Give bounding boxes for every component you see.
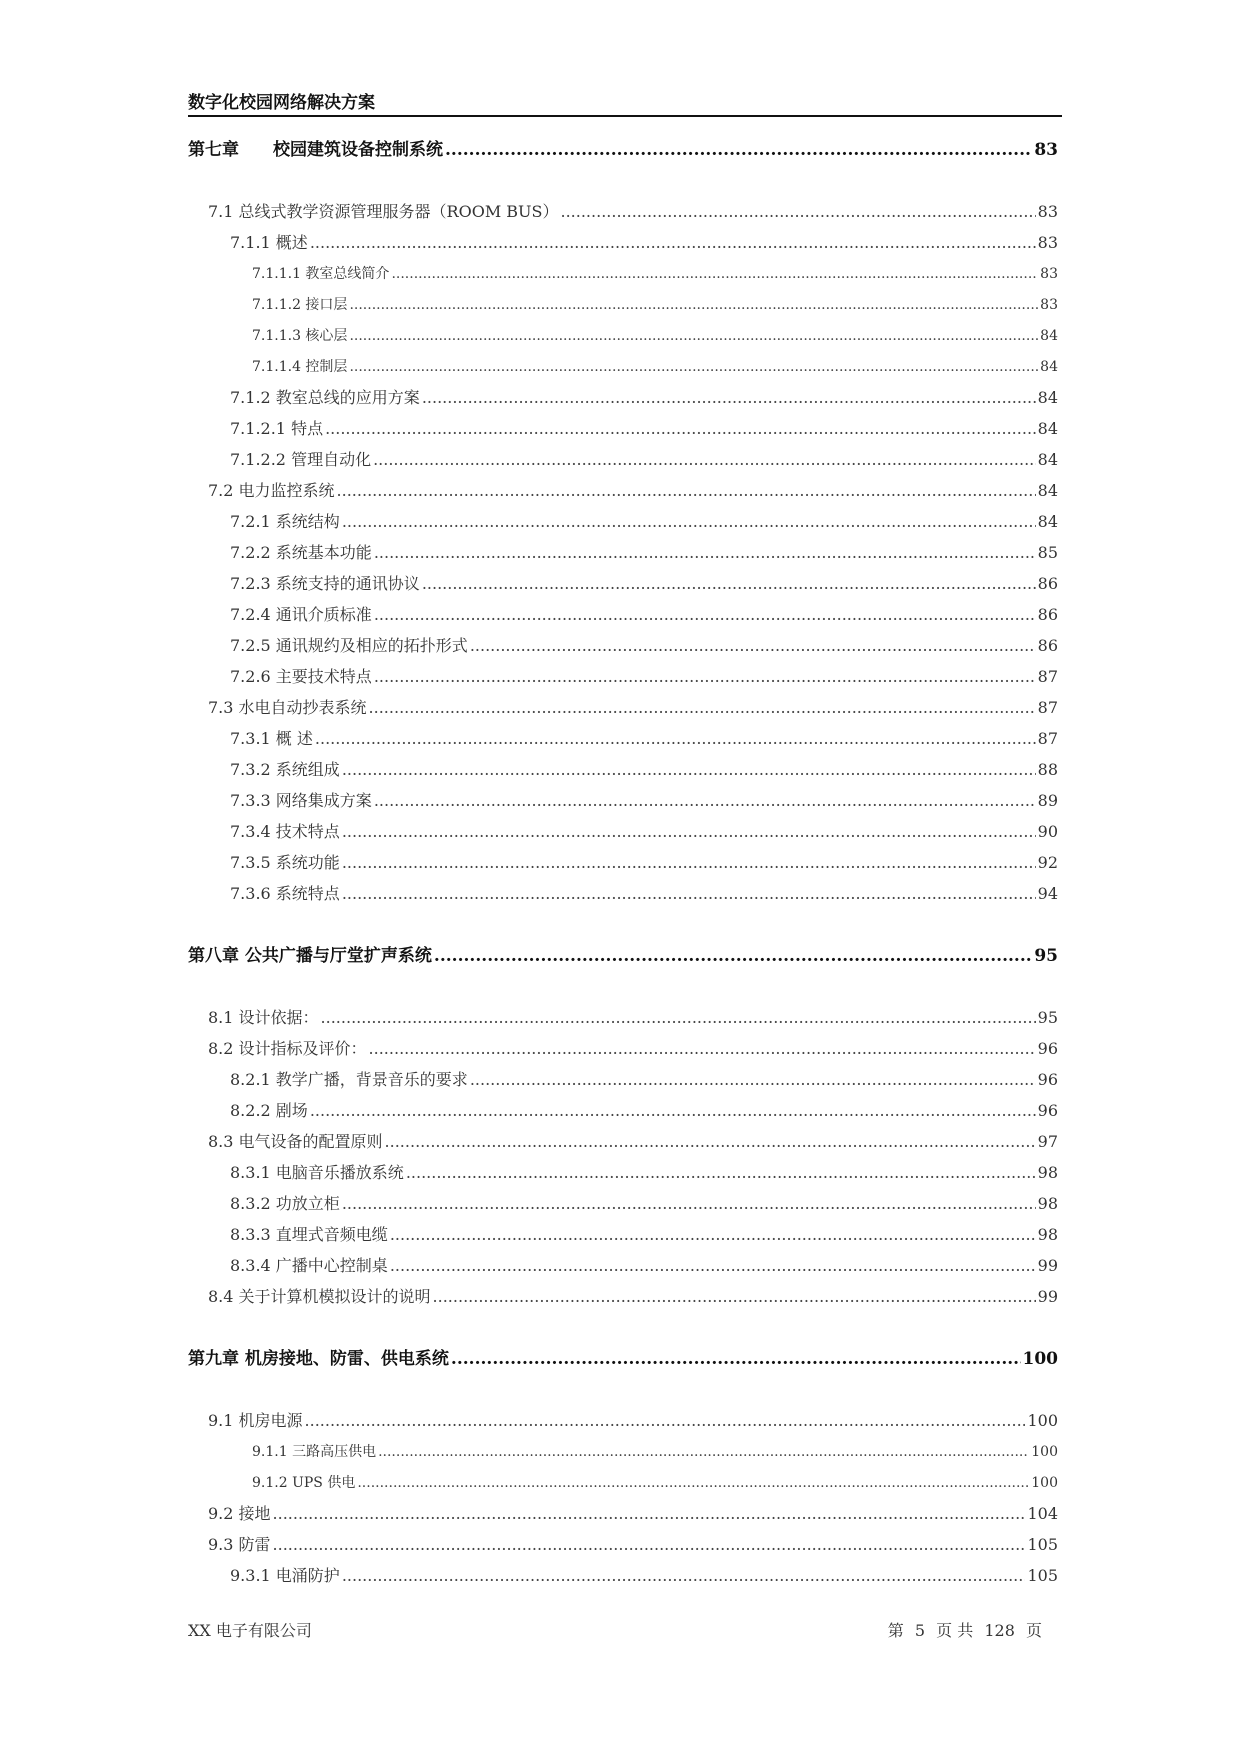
toc-dot-leader	[391, 261, 1038, 287]
toc-entry[interactable]	[208, 1005, 1058, 1031]
toc-entry[interactable]	[208, 1501, 1058, 1527]
toc-entry-title: 9.1.2 UPS 供电	[252, 1475, 356, 1491]
footer-page-number	[885, 1618, 1045, 1641]
toc-entry-title: 第八章 公共广播与厅堂扩声系统	[188, 946, 432, 966]
toc-entry[interactable]	[230, 664, 1058, 690]
toc-entry-title: 7.2.1 系统结构	[230, 512, 340, 531]
toc-entry-title: 8.3.4 广播中心控制桌	[230, 1256, 388, 1275]
toc-dot-leader	[349, 292, 1038, 318]
toc-entry-title: 7.1 总线式教学资源管理服务器（ROOM BUS）	[208, 202, 559, 221]
toc-entry[interactable]	[230, 1191, 1058, 1217]
toc-dot-leader	[385, 1129, 1036, 1155]
toc-entry-page: 96	[1037, 1070, 1058, 1089]
toc-dot-leader	[390, 1222, 1036, 1248]
toc-dot-leader	[342, 509, 1036, 535]
toc-entry[interactable]	[188, 943, 1058, 969]
footer-page-prefix: 第	[887, 1621, 904, 1640]
toc-dot-leader	[445, 137, 1032, 163]
toc-entry[interactable]	[208, 1532, 1058, 1558]
toc-dot-leader	[422, 385, 1036, 411]
toc-entry[interactable]	[252, 292, 1058, 318]
toc-entry[interactable]	[230, 571, 1058, 597]
footer-page-suffix: 页	[1025, 1621, 1042, 1640]
toc-dot-leader	[349, 354, 1038, 380]
toc-entry[interactable]	[230, 385, 1058, 411]
toc-dot-leader	[470, 1067, 1036, 1093]
toc-dot-leader	[342, 1191, 1036, 1217]
toc-dot-leader	[342, 757, 1036, 783]
toc-entry-title: 7.3.2 系统组成	[230, 760, 340, 779]
toc-dot-leader	[310, 230, 1036, 256]
toc-entry[interactable]	[230, 1067, 1058, 1093]
toc-entry-title: 7.1.2.1 特点	[230, 419, 324, 438]
toc-dot-leader	[273, 1501, 1026, 1527]
running-header: 数字化校园网络解决方案	[188, 93, 375, 113]
toc-dot-leader	[357, 1470, 1029, 1496]
toc-entry[interactable]	[230, 819, 1058, 845]
toc-entry-title: 第七章 校园建筑设备控制系统	[188, 140, 443, 160]
toc-entry-page: 96	[1037, 1101, 1058, 1120]
toc-entry[interactable]	[230, 757, 1058, 783]
toc-entry-page: 99	[1037, 1287, 1058, 1306]
toc-entry-title: 8.3.3 直埋式音频电缆	[230, 1225, 388, 1244]
toc-dot-leader	[374, 788, 1036, 814]
toc-entry[interactable]	[230, 602, 1058, 628]
toc-entry-title: 7.1.2 教室总线的应用方案	[230, 388, 420, 407]
toc-entry[interactable]	[208, 1284, 1058, 1310]
toc-entry[interactable]	[230, 633, 1058, 659]
toc-entry-page: 100	[1031, 1444, 1058, 1460]
toc-entry-page: 85	[1037, 543, 1058, 562]
toc-entry[interactable]	[252, 323, 1058, 349]
toc-entry-page: 98	[1037, 1194, 1058, 1213]
toc-entry-page: 95	[1034, 946, 1058, 966]
toc-entry-page: 84	[1037, 481, 1058, 500]
toc-entry-title: 7.1.1.4 控制层	[252, 359, 348, 375]
toc-entry-page: 84	[1037, 450, 1058, 469]
toc-dot-leader	[434, 943, 1032, 969]
toc-dot-leader	[342, 850, 1036, 876]
toc-entry[interactable]	[252, 1439, 1058, 1465]
toc-entry-page: 83	[1040, 297, 1058, 313]
toc-dot-leader	[325, 416, 1036, 442]
toc-entry-page: 83	[1037, 233, 1058, 252]
toc-entry-page: 86	[1037, 605, 1058, 624]
toc-entry[interactable]	[230, 540, 1058, 566]
toc-dot-leader	[321, 1005, 1036, 1031]
toc-entry[interactable]	[230, 416, 1058, 442]
toc-entry[interactable]	[230, 1253, 1058, 1279]
toc-entry-page: 90	[1037, 822, 1058, 841]
toc-entry-page: 92	[1037, 853, 1058, 872]
toc-entry-title: 7.3 水电自动抄表系统	[208, 698, 367, 717]
toc-entry-title: 8.1 设计依据：	[208, 1008, 319, 1027]
toc-entry-title: 8.2 设计指标及评价：	[208, 1039, 367, 1058]
toc-entry-page: 100	[1031, 1475, 1058, 1491]
toc-entry-title: 9.1.1 三路高压供电	[252, 1444, 377, 1460]
toc-entry-page: 84	[1037, 419, 1058, 438]
toc-dot-leader	[374, 540, 1036, 566]
toc-dot-leader	[342, 1563, 1026, 1589]
toc-entry-page: 104	[1027, 1504, 1058, 1523]
toc-dot-leader	[374, 664, 1036, 690]
toc-dot-leader	[342, 881, 1036, 907]
toc-entry[interactable]	[208, 199, 1058, 225]
toc-entry[interactable]	[230, 726, 1058, 752]
toc-entry-title: 8.2.2 剧场	[230, 1101, 308, 1120]
toc-dot-leader	[378, 1439, 1029, 1465]
toc-entry-page: 87	[1037, 729, 1058, 748]
toc-entry-page: 98	[1037, 1163, 1058, 1182]
toc-entry-page: 87	[1037, 698, 1058, 717]
toc-entry-page: 83	[1040, 266, 1058, 282]
toc-entry[interactable]	[230, 788, 1058, 814]
toc-entry[interactable]	[208, 1408, 1058, 1434]
toc-dot-leader	[422, 571, 1036, 597]
toc-dot-leader	[373, 447, 1036, 473]
toc-dot-leader	[470, 633, 1036, 659]
toc-entry-title: 7.2.2 系统基本功能	[230, 543, 372, 562]
footer-company: XX 电子有限公司	[188, 1621, 312, 1640]
toc-entry-title: 9.2 接地	[208, 1504, 271, 1523]
toc-dot-leader	[369, 1036, 1036, 1062]
toc-entry-title: 8.4 关于计算机模拟设计的说明	[208, 1287, 431, 1306]
toc-dot-leader	[305, 1408, 1026, 1434]
toc-entry[interactable]	[230, 509, 1058, 535]
toc-entry-page: 87	[1037, 667, 1058, 686]
toc-entry-page: 99	[1037, 1256, 1058, 1275]
toc-dot-leader	[310, 1098, 1036, 1124]
toc-entry-title: 9.1 机房电源	[208, 1411, 303, 1430]
toc-entry-title: 8.3.1 电脑音乐播放系统	[230, 1163, 404, 1182]
toc-entry-page: 95	[1037, 1008, 1058, 1027]
toc-dot-leader	[451, 1346, 1021, 1372]
toc-entry-title: 7.1.1.3 核心层	[252, 328, 348, 344]
toc-entry[interactable]	[230, 1098, 1058, 1124]
toc-entry-page: 100	[1027, 1411, 1058, 1430]
footer-page-mid: 页 共	[936, 1621, 974, 1640]
toc-dot-leader	[349, 323, 1038, 349]
toc-entry-title: 第九章 机房接地、防雷、供电系统	[188, 1349, 449, 1369]
toc-entry-title: 7.3.5 系统功能	[230, 853, 340, 872]
toc-entry-page: 84	[1040, 328, 1058, 344]
toc-entry-title: 7.3.4 技术特点	[230, 822, 340, 841]
toc-entry[interactable]	[252, 354, 1058, 380]
toc-entry-page: 97	[1037, 1132, 1058, 1151]
toc-entry[interactable]	[230, 230, 1058, 256]
toc-entry-title: 7.2.4 通讯介质标准	[230, 605, 372, 624]
toc-entry-page: 89	[1037, 791, 1058, 810]
toc-entry-page: 83	[1037, 202, 1058, 221]
toc-entry-page: 84	[1037, 388, 1058, 407]
toc-dot-leader	[374, 602, 1036, 628]
toc-entry-page: 83	[1034, 140, 1058, 160]
toc-entry[interactable]	[188, 137, 1058, 163]
toc-dot-leader	[406, 1160, 1036, 1186]
toc-entry-title: 7.3.6 系统特点	[230, 884, 340, 903]
toc-entry-page: 86	[1037, 636, 1058, 655]
toc-entry-page: 105	[1027, 1535, 1058, 1554]
toc-entry[interactable]	[230, 881, 1058, 907]
toc-entry-page: 86	[1037, 574, 1058, 593]
toc-entry-title: 7.2.3 系统支持的通讯协议	[230, 574, 420, 593]
toc-entry-page: 84	[1040, 359, 1058, 375]
toc-entry[interactable]	[230, 1160, 1058, 1186]
toc-dot-leader	[561, 199, 1036, 225]
toc-entry[interactable]	[208, 478, 1058, 504]
toc-entry-title: 7.1.2.2 管理自动化	[230, 450, 372, 469]
toc-entry-title: 7.3.3 网络集成方案	[230, 791, 372, 810]
toc-dot-leader	[342, 819, 1036, 845]
footer-page-current: 5	[914, 1621, 926, 1640]
toc-entry[interactable]	[230, 1563, 1058, 1589]
toc-entry[interactable]	[208, 695, 1058, 721]
toc-entry-page: 96	[1037, 1039, 1058, 1058]
toc-entry[interactable]	[230, 850, 1058, 876]
toc-dot-leader	[369, 695, 1036, 721]
toc-entry[interactable]	[252, 261, 1058, 287]
toc-dot-leader	[433, 1284, 1036, 1310]
toc-entry-page: 94	[1037, 884, 1058, 903]
toc-entry-title: 7.3.1 概 述	[230, 729, 313, 748]
toc-entry[interactable]	[208, 1129, 1058, 1155]
toc-dot-leader	[337, 478, 1036, 504]
toc-entry-title: 8.3.2 功放立柜	[230, 1194, 340, 1213]
toc-entry-title: 7.2.5 通讯规约及相应的拓扑形式	[230, 636, 468, 655]
toc-dot-leader	[390, 1253, 1036, 1279]
toc-entry-title: 7.2 电力监控系统	[208, 481, 335, 500]
toc-entry-title: 9.3.1 电涌防护	[230, 1566, 340, 1585]
toc-entry-title: 8.3 电气设备的配置原则	[208, 1132, 383, 1151]
toc-entry-page: 105	[1027, 1566, 1058, 1585]
toc-entry-title: 9.3 防雷	[208, 1535, 271, 1554]
toc-entry-title: 7.1.1.1 教室总线简介	[252, 266, 390, 282]
toc-dot-leader	[315, 726, 1036, 752]
toc-entry-page: 88	[1037, 760, 1058, 779]
toc-entry[interactable]	[188, 1346, 1058, 1372]
footer-page-total: 128	[984, 1621, 1015, 1640]
toc-entry-title: 7.2.6 主要技术特点	[230, 667, 372, 686]
toc-entry-page: 84	[1037, 512, 1058, 531]
toc-entry[interactable]	[230, 1222, 1058, 1248]
toc-entry[interactable]	[252, 1470, 1058, 1496]
toc-entry-title: 7.1.1.2 接口层	[252, 297, 348, 313]
toc-dot-leader	[273, 1532, 1026, 1558]
toc-entry[interactable]	[230, 447, 1058, 473]
toc-entry-title: 8.2.1 教学广播，背景音乐的要求	[230, 1070, 468, 1089]
toc-entry-page: 100	[1022, 1349, 1058, 1369]
toc-entry-title: 7.1.1 概述	[230, 233, 308, 252]
toc-entry[interactable]	[208, 1036, 1058, 1062]
toc-entry-page: 98	[1037, 1225, 1058, 1244]
